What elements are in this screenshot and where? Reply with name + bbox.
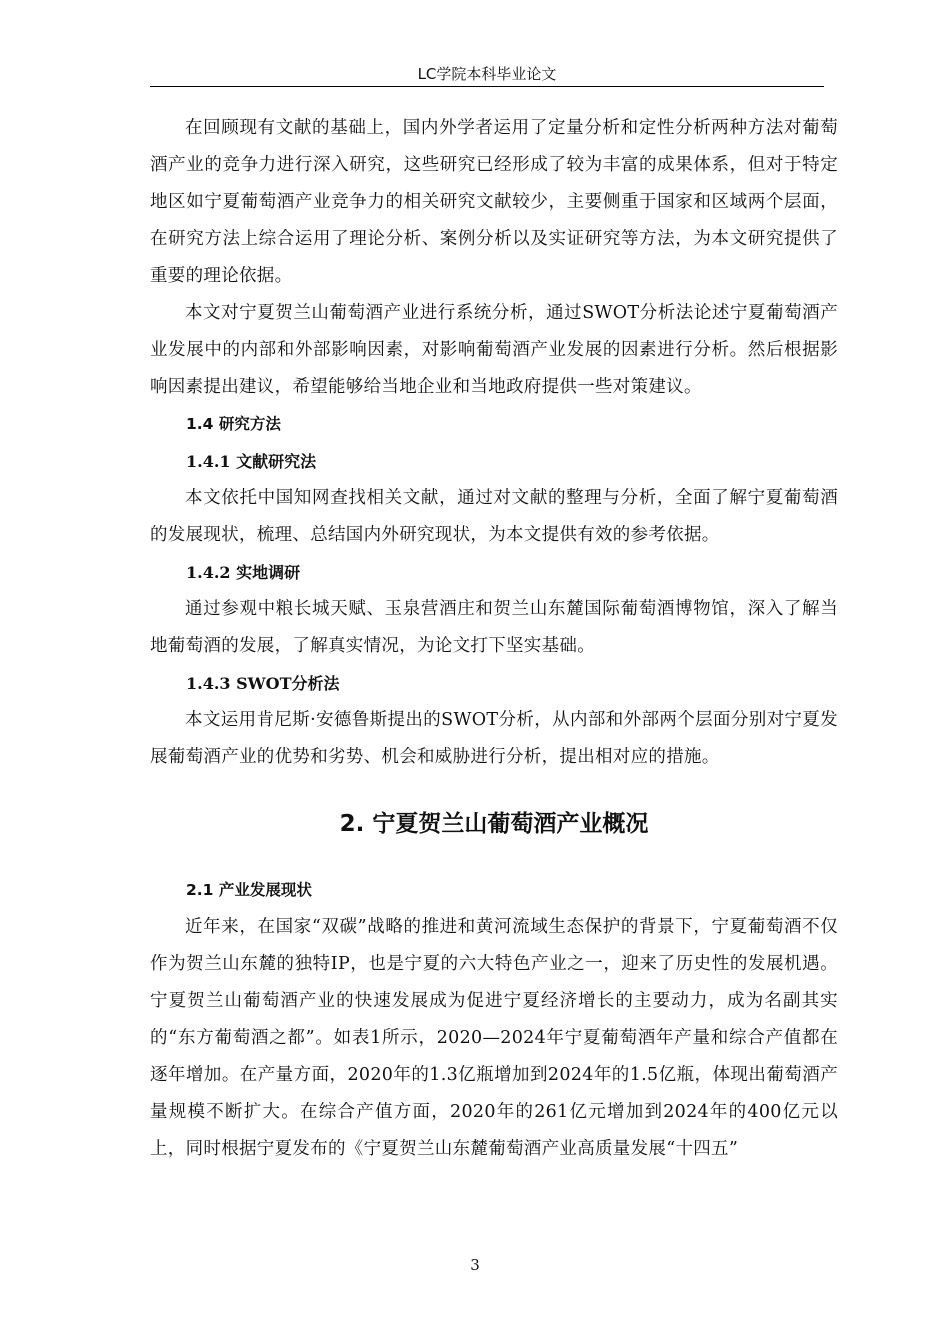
page-header <box>150 64 824 87</box>
paragraph-swot: 本文运用肯尼斯·安德鲁斯提出的SWOT分析，从内部和外部两个层面分别对宁夏发展葡萄酒产业的优势和劣势、机会和威胁进行分析，提出相对应的措施。 <box>150 710 838 767</box>
paragraph-field-research: 通过参观中粮长城天赋、玉泉营酒庄和贺兰山东麓国际葡萄酒博物馆，深入了解当地葡萄酒的发展，了解真实情况，为论文打下坚实基础。 <box>150 599 838 656</box>
section-heading-industry-status: 2.1 产业发展现状 <box>186 881 312 899</box>
paragraph-industry-status: 近年来，在国家“双碳”战略的推进和黄河流域生态保护的背景下，宁夏葡萄酒不仅作为贺兰山东麓的独特IP，也是宁夏的六大特色产业之一，迎来了历史性的发展机遇。宁夏贺兰山葡萄酒产业的快速发展成为促进宁夏经济增长的主要动力，成为名副其实的“东方葡萄酒之都”。如表1所示，2020—2024年宁夏葡萄酒年产量和综合产值都在逐年增加。在产量方面，2020年的1.3亿瓶增加到2024年的1.5亿瓶，体现出葡萄酒产量规模不断扩大。在综合产值方面，2020年的261亿元增加到2024年的400亿元以上，同时根据宁夏发布的《宁夏贺兰山东麓葡萄酒产业高质量发展“十四五” <box>150 917 838 1159</box>
document-body <box>150 110 838 1168</box>
paragraph-literature-method: 本文依托中国知网查找相关文献，通过对文献的整理与分析，全面了解宁夏葡萄酒的发展现状，梳理、总结国内外研究现状，为本文提供有效的参考依据。 <box>150 488 838 545</box>
subsection-heading-literature-method: 1.4.1 文献研究法 <box>186 452 317 471</box>
section-heading-research-methods: 1.4 研究方法 <box>186 415 281 433</box>
subsection-heading-swot: 1.4.3 SWOT分析法 <box>186 674 340 693</box>
page-number: 3 <box>470 1256 480 1274</box>
subsection-heading-field-research: 1.4.2 实地调研 <box>186 563 301 582</box>
header-title: LC学院本科毕业论文 <box>417 65 557 83</box>
chapter-title: 2. 宁夏贺兰山葡萄酒产业概况 <box>339 811 649 837</box>
paragraph-paper-scope: 本文对宁夏贺兰山葡萄酒产业进行系统分析，通过SWOT分析法论述宁夏葡萄酒产业发展中的内部和外部影响因素，对影响葡萄酒产业发展的因素进行分析。然后根据影响因素提出建议，希望能够给当地企业和当地政府提供一些对策建议。 <box>150 303 838 397</box>
paragraph-literature-review: 在回顾现有文献的基础上，国内外学者运用了定量分析和定性分析两种方法对葡萄酒产业的竞争力进行深入研究，这些研究已经形成了较为丰富的成果体系，但对于特定地区如宁夏葡萄酒产业竞争力的相关研究文献较少，主要侧重于国家和区域两个层面，在研究方法上综合运用了理论分析、案例分析以及实证研究等方法，为本文研究提供了重要的理论依据。 <box>150 118 838 286</box>
